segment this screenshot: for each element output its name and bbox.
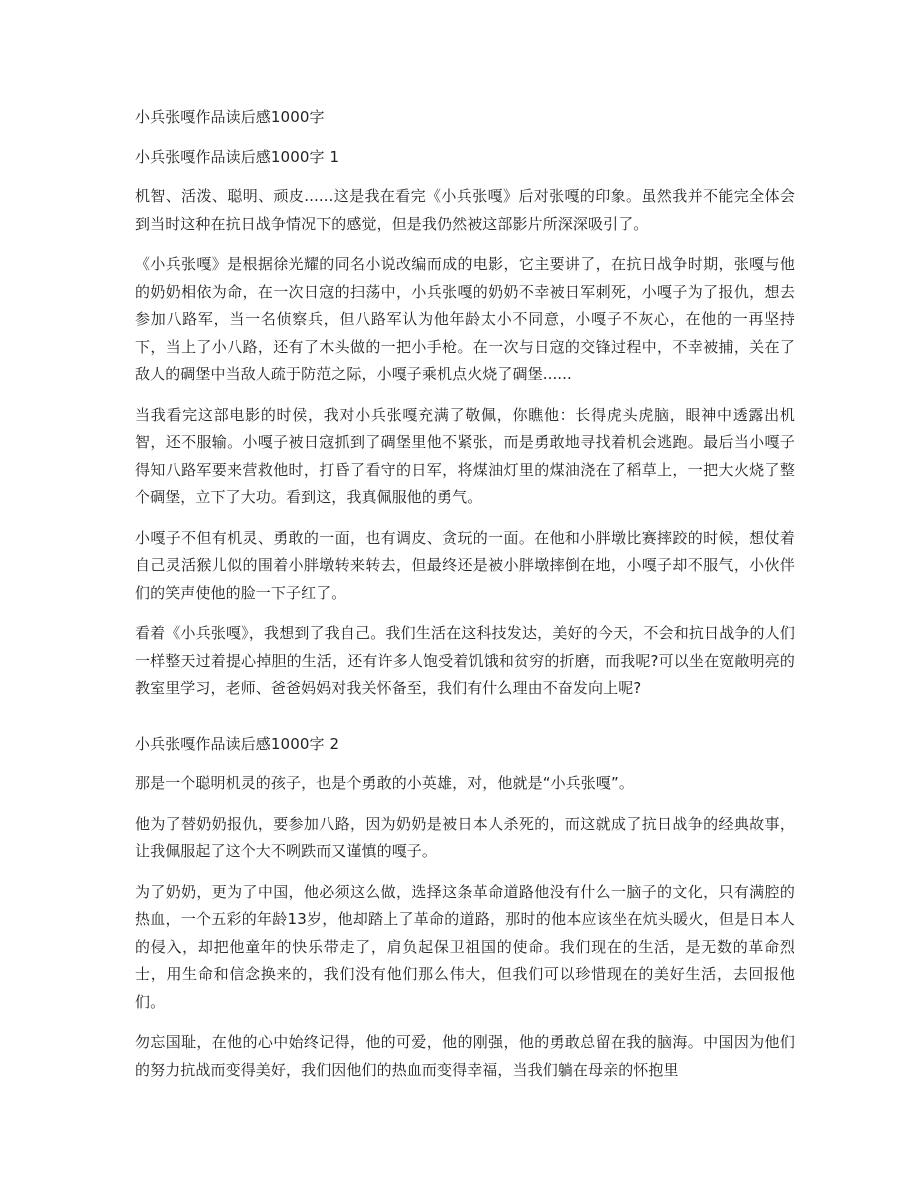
document-page [135, 104, 795, 1097]
section-1-paragraph-2: 《小兵张嘎》是根据徐光耀的同名小说改编而成的电影，它主要讲了，在抗日战争时期，张嘎与他的奶奶相依为命，在一次日寇的扫荡中，小兵张嘎的奶奶不幸被日军刺死，小嘎子为了报仇，想去参加八路军，当一名侦察兵，但八路军认为他年龄太小不同意，小嘎子不灰心，在他的一再坚持下，当上了小八路，还有了木头做的一把小手枪。在一次与日寇的交锋过程中，不幸被捕，关在了敌人的碉堡中当敌人疏于防范之际，小嘎子乘机点火烧了碉堡...... [135, 255, 795, 383]
section-1-paragraph-1: 机智、活泼、聪明、顽皮......这是我在看完《小兵张嘎》后对张嘎的印象。虽然我并不能完全体会到当时这种在抗日战争情况下的感觉，但是我仍然被这部影片所深深吸引了。 [135, 187, 795, 233]
section-1-heading: 小兵张嘎作品读后感1000字 1 [135, 147, 340, 166]
section-2-paragraph-1: 那是一个聪明机灵的孩子，也是个勇敢的小英雄，对，他就是“小兵张嘎”。 [135, 774, 634, 792]
section-1-paragraph-3: 当我看完这部电影的时侯，我对小兵张嘎充满了敬佩，你瞧他：长得虎头虎脑，眼神中透露出机智，还不服输。小嘎子被日寇抓到了碉堡里他不紧张，而是勇敢地寻找着机会逃跑。最后当小嘎子得知八路军要来营救他时，打昏了看守的日军，将煤油灯里的煤油浇在了稻草上，一把大火烧了整个碉堡，立下了大功。看到这，我真佩服他的勇气。 [135, 405, 795, 506]
section-1-paragraph-5: 看着《小兵张嘎》，我想到了我自己。我们生活在这科技发达，美好的今天，不会和抗日战争的人们一样整天过着提心掉胆的生活，还有许多人饱受着饥饿和贫穷的折磨，而我呢?可以坐在宽敞明亮的教室里学习，老师、爸爸妈妈对我关怀备至，我们有什么理由不奋发向上呢? [135, 624, 795, 697]
section-2-paragraph-4: 勿忘国耻，在他的心中始终记得，他的可爱，他的刚强，他的勇敢总留在我的脑海。中国因为他们的努力抗战而变得美好，我们因他们的热血而变得幸福，当我们躺在母亲的怀抱里 [135, 1033, 795, 1079]
section-2-paragraph-3: 为了奶奶，更为了中国，他必须这么做，选择这条革命道路他没有什么一脑子的文化，只有满腔的热血，一个五彩的年龄13岁，他却踏上了革命的道路，那时的他本应该坐在炕头暖火，但是日本人的侵入，却把他童年的快乐带走了，肩负起保卫祖国的使命。我们现在的生活，是无数的革命烈士，用生命和信念换来的，我们没有他们那么伟大，但我们可以珍惜现在的美好生活，去回报他们。 [135, 882, 795, 1011]
section-2-heading: 小兵张嘎作品读后感1000字 2 [135, 734, 340, 753]
section-1-paragraph-4: 小嘎子不但有机灵、勇敢的一面，也有调皮、贪玩的一面。在他和小胖墩比赛摔跤的时候，想仗着自己灵活猴儿似的围着小胖墩转来转去，但最终还是被小胖墩摔倒在地，小嘎子却不服气，小伙伴们的笑声使他的脸一下子红了。 [135, 528, 795, 602]
document-title: 小兵张嘎作品读后感1000字 [135, 108, 325, 126]
section-2-paragraph-2: 他为了替奶奶报仇，要参加八路，因为奶奶是被日本人杀死的，而这就成了抗日战争的经典故事，让我佩服起了这个大不咧跌而又谨慎的嘎子。 [135, 814, 795, 860]
